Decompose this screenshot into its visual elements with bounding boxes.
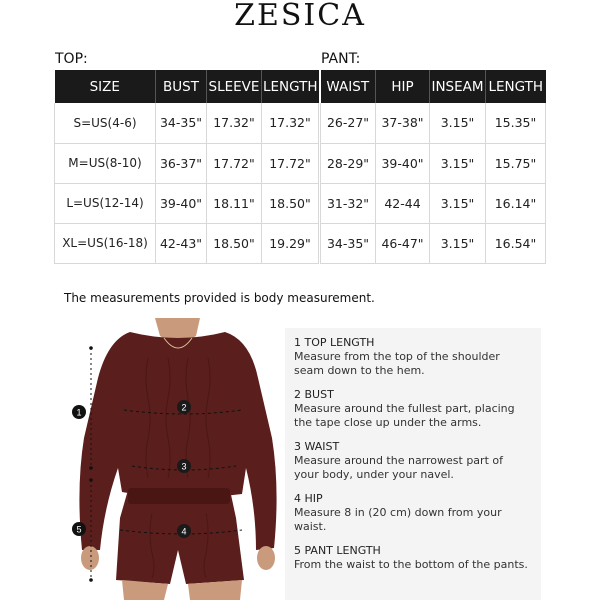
column-header: INSEAM (430, 70, 486, 103)
left-hand (81, 546, 99, 570)
guide-title: 5 PANT LENGTH (294, 544, 381, 557)
column-header: HIP (376, 70, 430, 103)
guide-description: Measure 8 in (20 cm) down from your waist. (294, 506, 502, 533)
marker-waist (177, 459, 191, 473)
marker-pant-length (72, 522, 86, 536)
guide-item-top-length (294, 336, 541, 378)
guide-description: Measure around the fullest part, placing the tape close up under the arms. (294, 402, 515, 429)
table-cell: XL=US(16-18) (55, 223, 156, 263)
table-row (55, 223, 319, 263)
table-cell: 26-27" (321, 103, 376, 143)
table-cell: 18.11" (207, 183, 262, 223)
right-hand (257, 546, 275, 570)
guide-title: 2 BUST (294, 388, 334, 401)
svg-text:5: 5 (76, 524, 82, 535)
table-row (321, 183, 546, 223)
table-cell: 15.75" (486, 143, 546, 183)
table-cell: 46-47" (376, 223, 430, 263)
guide-description: From the waist to the bottom of the pants. (294, 558, 528, 571)
guide-item-hip (294, 492, 541, 534)
guide-description: Measure around the narrowest part of your body, under your navel. (294, 454, 503, 481)
table-cell: 3.15" (430, 143, 486, 183)
table-cell: 39-40" (156, 183, 207, 223)
table-cell: 15.35" (486, 103, 546, 143)
top-table-label: TOP: (55, 51, 88, 67)
svg-text:4: 4 (181, 526, 187, 537)
table-cell: 36-37" (156, 143, 207, 183)
table-header-row (55, 70, 319, 103)
table-cell: S=US(4-6) (55, 103, 156, 143)
table-cell: 3.15" (430, 103, 486, 143)
table-cell: 3.15" (430, 223, 486, 263)
measurement-guide (285, 328, 541, 600)
table-cell: 39-40" (376, 143, 430, 183)
waistband (128, 488, 230, 504)
svg-text:1: 1 (76, 407, 82, 418)
table-cell: 17.32" (262, 103, 319, 143)
svg-text:2: 2 (181, 402, 187, 413)
marker-bust (177, 400, 191, 414)
column-header: SLEEVE (207, 70, 262, 103)
table-cell: 37-38" (376, 103, 430, 143)
table-cell: 28-29" (321, 143, 376, 183)
table-cell: 3.15" (430, 183, 486, 223)
svg-text:3: 3 (181, 461, 187, 472)
guide-title: 1 TOP LENGTH (294, 336, 375, 349)
table-cell: 17.72" (262, 143, 319, 183)
guide-item-bust (294, 388, 541, 430)
pant-table-label: PANT: (321, 51, 361, 67)
measurement-note: The measurements provided is body measurement. (64, 291, 375, 305)
table-cell: 42-44 (376, 183, 430, 223)
column-header: BUST (156, 70, 207, 103)
top-size-table (54, 70, 319, 264)
table-cell: 16.54" (486, 223, 546, 263)
brand-logo: ZESICA (234, 0, 366, 33)
table-row (55, 143, 319, 183)
guide-title: 3 WAIST (294, 440, 340, 453)
table-row (321, 223, 546, 263)
table-cell: 16.14" (486, 183, 546, 223)
table-cell: 18.50" (262, 183, 319, 223)
guide-item-waist (294, 440, 541, 482)
shorts-shape (116, 490, 244, 584)
model-figure (60, 318, 280, 600)
table-cell: 42-43" (156, 223, 207, 263)
column-header: LENGTH (486, 70, 546, 103)
column-header: LENGTH (262, 70, 319, 103)
marker-top-length (72, 405, 86, 419)
table-cell: 18.50" (207, 223, 262, 263)
table-cell: 19.29" (262, 223, 319, 263)
column-header: WAIST (321, 70, 376, 103)
guide-title: 4 HIP (294, 492, 323, 505)
table-row (55, 183, 319, 223)
table-row (321, 103, 546, 143)
table-cell: 17.72" (207, 143, 262, 183)
column-header: SIZE (55, 70, 156, 103)
guide-description: Measure from the top of the shoulder seam down to the hem. (294, 350, 500, 377)
table-cell: 34-35" (156, 103, 207, 143)
table-row (55, 103, 319, 143)
table-cell: 34-35" (321, 223, 376, 263)
table-cell: M=US(8-10) (55, 143, 156, 183)
pant-size-table (320, 70, 546, 264)
guide-item-pant-length (294, 544, 541, 572)
table-header-row (321, 70, 546, 103)
table-cell: 17.32" (207, 103, 262, 143)
marker-hip (177, 524, 191, 538)
table-cell: L=US(12-14) (55, 183, 156, 223)
table-cell: 31-32" (321, 183, 376, 223)
table-row (321, 143, 546, 183)
